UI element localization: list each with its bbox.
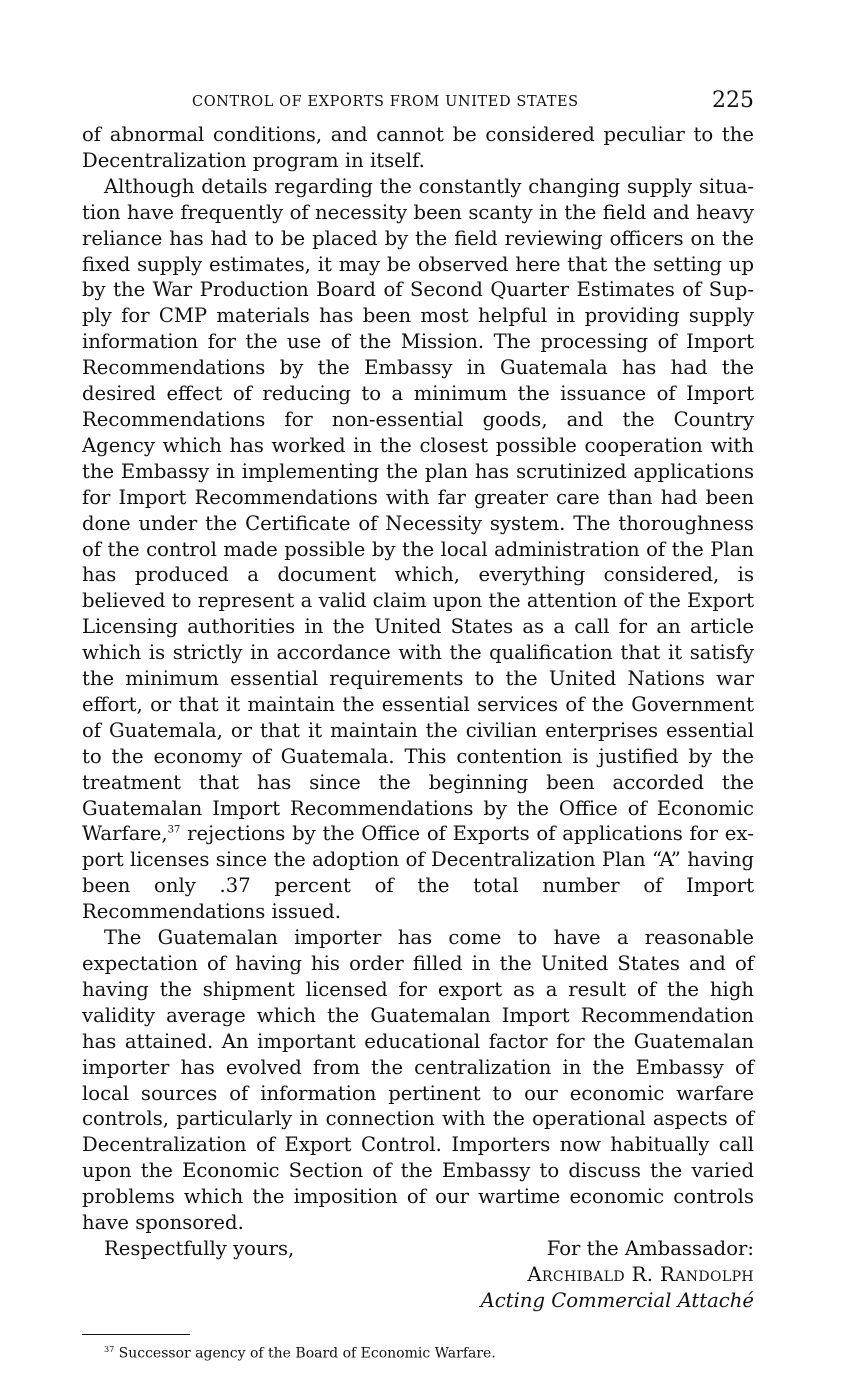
footnote-reference[interactable]: 37 (167, 824, 181, 836)
page-number: 225 (712, 88, 754, 113)
paragraph-2-text-b: rejections by the Office of Exports of applications for export licenses since the adoption of Decentralization Plan “A” having been only .37 percent of the total number of Import Recommendations issued. (82, 822, 754, 924)
footnote-text: Successor agency of the Board of Economic Warfare. (114, 1345, 496, 1362)
closing-row (82, 1236, 754, 1262)
paragraph-2 (82, 174, 754, 925)
signer-title: Acting Commercial Attaché (480, 1288, 754, 1312)
paragraph-1: of abnormal conditions, and cannot be considered peculiar to the Decentralization program in itself. (82, 123, 754, 172)
salutation: Respectfully yours, (104, 1236, 295, 1260)
paragraph-2-text-a: Although details regarding the constantly changing supply situation have frequently of necessity been scanty in the field and heavy reliance has had to be placed by the field reviewing officers on the fixed supply estimates, it may be observed here that the setting up by the War Production Board of Second Quarter Estimates of Supply for CMP materials has been most helpful in providing supply information for the use of the Mission. The processing of Import Recommendations by the Embassy in Guatemala has had the desired effect of reducing to a minimum the issuance of Import Recommendations for non-essential goods, and the Country Agency which has worked in the closest possible cooperation with the Embassy in implementing the plan has scrutinized applications for Import Recommendations with far greater care than had been done under the Certificate of Necessity system. The thoroughness of the control made possible by the local administration of the Plan has produced a document which, everything considered, is believed to represent a valid claim upon the attention of the Export Licensing authorities in the United States as a call for an article which is strictly in accordance with the qualification that it satisfy the minimum essential requirements to the United Nations war effort, or that it maintain the essential services of the Government of Guatemala, or that it maintain the civilian enterprises essential to the economy of Guatemala. This contention is justified by the treatment that has since the beginning been accorded the Guatemalan Import Recommendations by the Office of Economic Warfare, (82, 174, 754, 846)
footnote-marker: 37 (104, 1344, 115, 1354)
footnote-divider (82, 1334, 190, 1335)
running-head (82, 88, 754, 122)
running-title: CONTROL OF EXPORTS FROM UNITED STATES (192, 94, 579, 110)
document-page (82, 88, 754, 1362)
signer-name: Archibald R. Randolph (527, 1262, 754, 1286)
paragraph-3: The Guatemalan importer has come to have a reasonable expectation of having his order filled in the United States and of having the shipment licensed for export as a result of the high validity average which the Guatemalan Import Recommendation has attained. An important educational factor for the Guatemalan importer has evolved from the centralization in the Embassy of local sources of information pertinent to our economic warfare controls, particularly in connection with the operational aspects of Decentralization of Export Control. Importers now habitually call upon the Economic Section of the Embassy to discuss the varied problems which the imposition of our wartime economic controls have sponsored. (82, 926, 754, 1235)
for-ambassador-line: For the Ambassador: (546, 1236, 754, 1260)
footnote (82, 1345, 754, 1362)
